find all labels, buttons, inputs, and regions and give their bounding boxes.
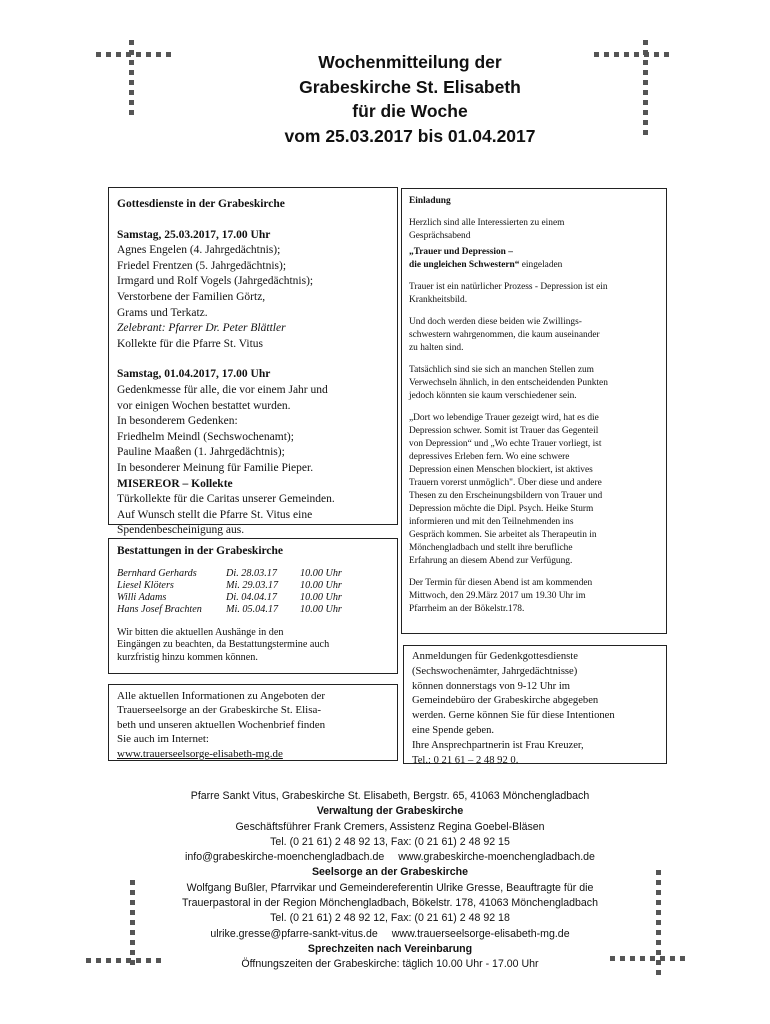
table-row (117, 592, 342, 604)
talk-title-suffix: eingeladen (519, 260, 563, 270)
invitation-paragraph-4: Depression schwer. Somit ist Trauer das Gegenteil (409, 426, 599, 436)
verwaltung-contact (100, 850, 680, 865)
registration-line: Tel.: 0 21 61 – 2 48 92 0. (412, 754, 519, 766)
service-2-after: Türkollekte für die Caritas unserer Gemeinden. (117, 493, 335, 506)
online-info-box (108, 684, 398, 761)
service-1-date: Samstag, 25.03.2017, 17.00 Uhr (117, 228, 271, 241)
invitation-heading: Einladung (409, 196, 451, 206)
services-heading: Gottesdienste in der Grabeskirche (117, 198, 285, 210)
services-box (108, 187, 398, 537)
talk-title-part: die ungleichen Schwestern“ (409, 260, 520, 270)
verwaltung-web-link[interactable]: www.grabeskirche-moenchengladbach.de (398, 851, 595, 864)
invitation-paragraph-4: depressives Erleben fern. Wo eine schwere (409, 452, 570, 462)
seelsorge-heading: Seelsorge an der Grabeskirche (311, 866, 469, 879)
seelsorge-web-link[interactable]: www.trauerseelsorge-elisabeth-mg.de (391, 927, 570, 940)
service-2-line: Gedenkmesse für alle, die vor einem Jahr und (117, 383, 328, 396)
burial-name: Liesel Klöters (117, 580, 174, 591)
burials-table (117, 568, 342, 617)
invitation-paragraph-3: Tatsächlich sind sie sich an manchen Stellen zum (409, 365, 594, 375)
service-2-line: In besonderer Meinung für Familie Pieper. (117, 461, 314, 474)
verwaltung-email-link[interactable]: info@grabeskirche-moenchengladbach.de (185, 851, 385, 864)
burial-name: Hans Josef Brachten (117, 604, 202, 616)
service-1-line: Agnes Engelen (4. Jahrgedächtnis); (117, 244, 281, 257)
invitation-paragraph-4: Depression einen Menschen blockiert, ist aktives (409, 465, 593, 475)
table-row (117, 604, 342, 616)
burials-heading: Bestattungen in der Grabeskirche (117, 545, 284, 557)
page-title (200, 50, 620, 148)
service-2-line: Pauline Maaßen (1. Jahrgedächtnis); (117, 446, 285, 459)
table-row (117, 568, 342, 580)
title-line-3: für die Woche (352, 101, 468, 121)
burial-date: Di. 04.04.17 (226, 592, 277, 604)
registration-box (403, 645, 667, 764)
registration-line: (Sechswochenämter, Jahrgedächtnisse) (412, 665, 578, 677)
registration-line: Anmeldungen für Gedenkgottesdienste (412, 651, 578, 662)
service-2-line: vor einigen Wochen bestattet wurden. (117, 399, 291, 412)
invitation-paragraph-3: jedoch könnten sie kaum verschiedener sein. (409, 391, 577, 401)
invitation-paragraph-2: schwestern wahrgenommen, die kaum auseinander (409, 330, 600, 340)
registration-line: eine Spende geben. (412, 724, 495, 736)
title-line-2: Grabeskirche St. Elisabeth (299, 76, 521, 97)
burials-note: Eingängen zu beachten, da Bestattungstermine auch (117, 639, 330, 651)
burial-time: 10.00 Uhr (300, 580, 342, 591)
seelsorge-email-link[interactable]: ulrike.gresse@pfarre-sankt-vitus.de (210, 927, 378, 940)
verwaltung-heading: Verwaltung der Grabeskirche (316, 805, 464, 818)
burial-time: 10.00 Uhr (300, 592, 342, 604)
invitation-paragraph-1: Krankheitsbild. (409, 295, 468, 305)
website-link[interactable]: www.trauerseelsorge-elisabeth-mg.de (117, 747, 283, 760)
invitation-paragraph-4: Depression möchte die Dipl. Psych. Heike Sturm (409, 504, 594, 514)
service-1-line: Friedel Frentzen (5. Jahrgedächtnis); (117, 259, 287, 272)
burial-date: Mi. 29.03.17 (226, 580, 279, 591)
registration-line: werden. Gerne können Sie für diese Intentionen (412, 710, 615, 722)
invitation-paragraph-4: von Depression“ und „Wo echte Trauer vorliegt, ist (409, 439, 602, 449)
burial-date: Mi. 05.04.17 (226, 604, 279, 616)
burial-name: Willi Adams (117, 592, 167, 604)
service-1-celebrant: Zelebrant: Pfarrer Dr. Peter Blättler (117, 322, 286, 335)
invitation-box (401, 188, 667, 634)
talk-title: „Trauer und Depression – (409, 247, 513, 257)
invitation-paragraph-4: Thesen zu den Erscheinungsbildern von Trauer und (409, 491, 603, 501)
registration-line: Gemeindebüro der Grabeskirche abgegeben (412, 695, 599, 707)
burial-date: Di. 28.03.17 (226, 567, 277, 579)
burial-time: 10.00 Uhr (300, 604, 342, 616)
talk-title-line-2 (409, 259, 659, 272)
invitation-paragraph-5: Mittwoch, den 29.März 2017 um 19.30 Uhr im (409, 591, 586, 601)
service-2-after: Spendenbescheinigung aus. (117, 524, 245, 537)
info-line: Sie auch im Internet: (117, 733, 209, 746)
info-line: beth und unseren aktuellen Wochenbrief finden (117, 718, 326, 731)
info-line: Trauerseelsorge an der Grabeskirche St. Elisa- (117, 704, 322, 717)
registration-line: Ihre Ansprechpartnerin ist Frau Kreuzer, (412, 739, 584, 751)
service-2-date: Samstag, 01.04.2017, 17.00 Uhr (117, 368, 271, 381)
sprechzeiten-heading: Sprechzeiten nach Vereinbarung (307, 942, 473, 955)
invitation-intro: Gesprächsabend (409, 231, 471, 241)
invitation-paragraph-2: Und doch werden diese beiden wie Zwillings- (409, 317, 582, 327)
seelsorge-tel: Tel. (0 21 61) 2 48 92 12, Fax: (0 21 61) 2 48 92 18 (270, 912, 510, 925)
seelsorge-people: Wolfgang Bußler, Pfarrvikar und Gemeindereferentin Ulrike Gresse, Beauftragte für die (186, 881, 594, 894)
info-line: Alle aktuellen Informationen zu Angeboten der (117, 690, 326, 702)
opening-hours: Öffnungszeiten der Grabeskirche: täglich 10.00 Uhr - 17.00 Uhr (241, 958, 539, 971)
service-2-after: Auf Wunsch stellt die Pfarre St. Vitus eine (117, 508, 313, 521)
verwaltung-tel: Tel. (0 21 61) 2 48 92 13, Fax: (0 21 61) 2 48 92 15 (270, 835, 510, 848)
seelsorge-region: Trauerpastoral in der Region Mönchengladbach, Bökelstr. 178, 41063 Mönchengladbach (182, 897, 598, 910)
cross-ornament-top-left (96, 40, 176, 120)
invitation-paragraph-4: Trauern vorerst unmöglich". Über diese und andere (409, 478, 602, 488)
burials-box (108, 538, 398, 674)
service-1-line: Grams und Terkatz. (117, 306, 208, 319)
invitation-paragraph-4: informieren und mit den Teilnehmenden ins (409, 517, 574, 527)
registration-line: können donnerstags von 9-12 Uhr im (412, 680, 571, 692)
title-line-4: vom 25.03.2017 bis 01.04.2017 (284, 125, 536, 146)
invitation-paragraph-4: Mönchengladbach und stellt ihre berufliche (409, 543, 573, 553)
burial-time: 10.00 Uhr (300, 567, 342, 579)
invitation-paragraph-2: zu halten sind. (409, 343, 464, 353)
invitation-intro: Herzlich sind alle Interessierten zu einem (409, 218, 565, 228)
invitation-paragraph-4: „Dort wo lebendige Trauer gezeigt wird, hat es die (409, 413, 599, 423)
invitation-paragraph-5: Der Termin für diesen Abend ist am kommenden (409, 578, 593, 588)
burial-name: Bernhard Gerhards (117, 567, 197, 579)
invitation-paragraph-4: Erfahrung an diesem Abend zur Verfügung. (409, 556, 573, 566)
seelsorge-contact (100, 927, 680, 942)
invitation-paragraph-1: Trauer ist ein natürlicher Prozess - Depression ist ein (409, 282, 608, 292)
verwaltung-people: Geschäftsführer Frank Cremers, Assistenz Regina Goebel-Bläsen (235, 820, 545, 833)
table-row (117, 580, 342, 592)
service-1-line: Irmgard und Rolf Vogels (Jahrgedächtnis); (117, 275, 314, 288)
service-1-collection: Kollekte für die Pfarre St. Vitus (117, 337, 264, 350)
footer (100, 789, 680, 973)
invitation-paragraph-3: Verwechseln ähnlich, in den entscheidenden Punkten (409, 378, 608, 388)
service-1-line: Verstorbene der Familien Görtz, (117, 290, 266, 303)
burials-note: kurzfristig hinzu kommen können. (117, 652, 258, 664)
invitation-paragraph-5: Pfarrheim an der Bökelstr.178. (409, 604, 525, 614)
service-2-line: In besonderem Gedenken: (117, 415, 238, 428)
service-2-line: Friedhelm Meindl (Sechswochenamt); (117, 430, 294, 443)
title-line-1: Wochenmitteilung der (318, 52, 502, 72)
invitation-paragraph-4: Gespräch kommen. Sie arbeitet als Therapeutin in (409, 530, 597, 540)
misereor-collection: MISEREOR – Kollekte (117, 477, 233, 490)
burials-note: Wir bitten die aktuellen Aushänge in den (117, 626, 284, 638)
footer-address: Pfarre Sankt Vitus, Grabeskirche St. Elisabeth, Bergstr. 65, 41063 Mönchengladbach (190, 790, 590, 802)
